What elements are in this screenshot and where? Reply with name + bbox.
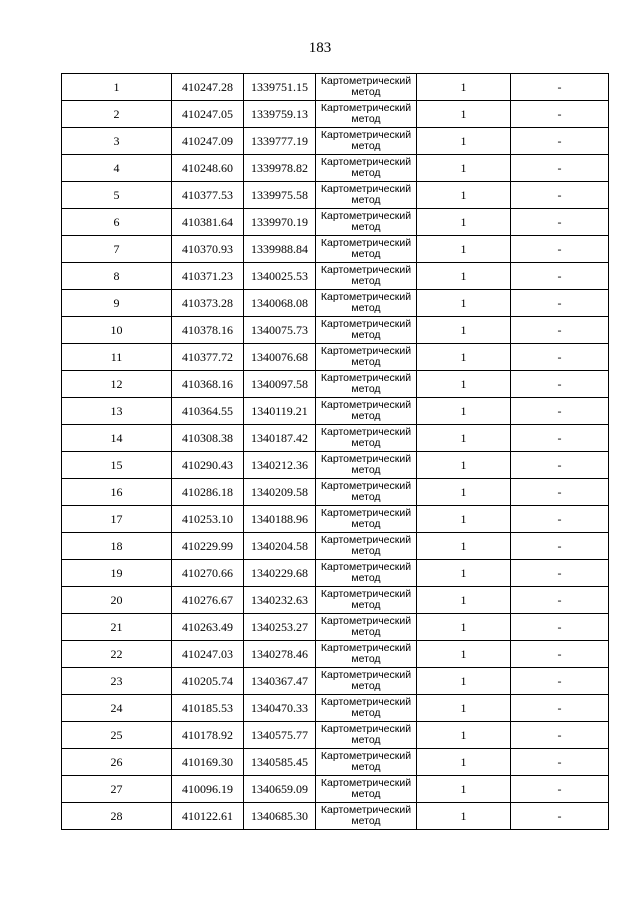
precision-cell: 1 [417,344,511,371]
precision-cell: 1 [417,722,511,749]
x-coordinate-cell: 410169.30 [172,749,244,776]
table-row [62,776,609,803]
precision-cell: 1 [417,641,511,668]
method-cell [316,182,417,209]
point-number-cell: 18 [62,533,172,560]
method-label-line2: метод [351,653,381,665]
note-cell: - [511,641,609,668]
precision-cell: 1 [417,371,511,398]
method-cell [316,155,417,182]
table-row [62,479,609,506]
method-label-line1: Картометрический [320,345,412,357]
method-cell [316,614,417,641]
method-label-line2: метод [351,221,381,233]
method-cell [316,263,417,290]
note-cell: - [511,776,609,803]
method-label-line2: метод [351,518,381,530]
note-cell: - [511,803,609,830]
y-coordinate-cell: 1340232.63 [244,587,316,614]
table-row [62,641,609,668]
note-cell: - [511,695,609,722]
point-number-cell: 5 [62,182,172,209]
point-number-cell: 21 [62,614,172,641]
note-cell: - [511,614,609,641]
point-number-cell: 6 [62,209,172,236]
note-cell: - [511,587,609,614]
method-label-line2: метод [351,167,381,179]
point-number-cell: 22 [62,641,172,668]
x-coordinate-cell: 410185.53 [172,695,244,722]
method-label-line2: метод [351,86,381,98]
table-row [62,290,609,317]
note-cell: - [511,155,609,182]
point-number-cell: 15 [62,452,172,479]
table-row [62,344,609,371]
table-row [62,452,609,479]
point-number-cell: 28 [62,803,172,830]
method-cell [316,803,417,830]
note-cell: - [511,236,609,263]
precision-cell: 1 [417,749,511,776]
method-label-line1: Картометрический [320,615,412,627]
method-cell [316,398,417,425]
point-number-cell: 12 [62,371,172,398]
x-coordinate-cell: 410290.43 [172,452,244,479]
method-cell [316,101,417,128]
method-label-line1: Картометрический [320,480,412,492]
method-label-line1: Картометрический [320,237,412,249]
precision-cell: 1 [417,587,511,614]
y-coordinate-cell: 1339988.84 [244,236,316,263]
table-row [62,533,609,560]
method-label-line2: метод [351,437,381,449]
y-coordinate-cell: 1340575.77 [244,722,316,749]
method-label-line2: метод [351,545,381,557]
precision-cell: 1 [417,155,511,182]
x-coordinate-cell: 410381.64 [172,209,244,236]
table-row [62,425,609,452]
x-coordinate-cell: 410370.93 [172,236,244,263]
x-coordinate-cell: 410229.99 [172,533,244,560]
precision-cell: 1 [417,668,511,695]
method-cell [316,506,417,533]
y-coordinate-cell: 1340119.21 [244,398,316,425]
point-number-cell: 8 [62,263,172,290]
point-number-cell: 3 [62,128,172,155]
method-cell [316,128,417,155]
point-number-cell: 26 [62,749,172,776]
method-cell [316,749,417,776]
precision-cell: 1 [417,452,511,479]
note-cell: - [511,209,609,236]
table-row [62,209,609,236]
x-coordinate-cell: 410378.16 [172,317,244,344]
method-label-line1: Картометрический [320,750,412,762]
x-coordinate-cell: 410368.16 [172,371,244,398]
method-label-line2: метод [351,680,381,692]
y-coordinate-cell: 1339970.19 [244,209,316,236]
method-label-line1: Картометрический [320,453,412,465]
table-row [62,236,609,263]
method-label-line1: Картометрический [320,399,412,411]
point-number-cell: 25 [62,722,172,749]
point-number-cell: 23 [62,668,172,695]
point-number-cell: 24 [62,695,172,722]
x-coordinate-cell: 410373.28 [172,290,244,317]
table-row [62,371,609,398]
x-coordinate-cell: 410248.60 [172,155,244,182]
method-label-line2: метод [351,113,381,125]
method-label-line2: метод [351,734,381,746]
precision-cell: 1 [417,128,511,155]
method-label-line1: Картометрический [320,588,412,600]
method-label-line1: Картометрический [320,291,412,303]
note-cell: - [511,128,609,155]
coordinates-table [61,73,609,830]
method-label-line1: Картометрический [320,723,412,735]
method-label-line2: метод [351,140,381,152]
x-coordinate-cell: 410371.23 [172,263,244,290]
y-coordinate-cell: 1340685.30 [244,803,316,830]
method-label-line1: Картометрический [320,804,412,816]
precision-cell: 1 [417,290,511,317]
table-row [62,155,609,182]
method-cell [316,776,417,803]
table-row [62,668,609,695]
method-label-line1: Картометрический [320,534,412,546]
y-coordinate-cell: 1340229.68 [244,560,316,587]
y-coordinate-cell: 1340659.09 [244,776,316,803]
point-number-cell: 4 [62,155,172,182]
table-row [62,614,609,641]
y-coordinate-cell: 1340025.53 [244,263,316,290]
method-cell [316,290,417,317]
method-cell [316,74,417,101]
point-number-cell: 20 [62,587,172,614]
y-coordinate-cell: 1340278.46 [244,641,316,668]
point-number-cell: 7 [62,236,172,263]
note-cell: - [511,344,609,371]
note-cell: - [511,263,609,290]
method-label-line2: метод [351,626,381,638]
note-cell: - [511,668,609,695]
method-cell [316,560,417,587]
precision-cell: 1 [417,560,511,587]
note-cell: - [511,317,609,344]
x-coordinate-cell: 410253.10 [172,506,244,533]
page-number: 183 [308,40,332,56]
method-cell [316,533,417,560]
y-coordinate-cell: 1339975.58 [244,182,316,209]
y-coordinate-cell: 1340470.33 [244,695,316,722]
point-number-cell: 27 [62,776,172,803]
x-coordinate-cell: 410377.53 [172,182,244,209]
y-coordinate-cell: 1340209.58 [244,479,316,506]
table-row [62,749,609,776]
note-cell: - [511,101,609,128]
y-coordinate-cell: 1339777.19 [244,128,316,155]
x-coordinate-cell: 410364.55 [172,398,244,425]
y-coordinate-cell: 1340068.08 [244,290,316,317]
precision-cell: 1 [417,209,511,236]
method-cell [316,452,417,479]
table-row [62,128,609,155]
precision-cell: 1 [417,425,511,452]
note-cell: - [511,560,609,587]
y-coordinate-cell: 1340253.27 [244,614,316,641]
precision-cell: 1 [417,182,511,209]
method-label-line1: Картометрический [320,318,412,330]
method-label-line2: метод [351,815,381,827]
table-row [62,263,609,290]
x-coordinate-cell: 410286.18 [172,479,244,506]
x-coordinate-cell: 410096.19 [172,776,244,803]
point-number-cell: 10 [62,317,172,344]
method-label-line2: метод [351,464,381,476]
y-coordinate-cell: 1339759.13 [244,101,316,128]
method-label-line2: метод [351,491,381,503]
table-row [62,317,609,344]
method-label-line1: Картометрический [320,75,412,87]
point-number-cell: 17 [62,506,172,533]
point-number-cell: 11 [62,344,172,371]
note-cell: - [511,371,609,398]
table-row [62,101,609,128]
method-cell [316,695,417,722]
precision-cell: 1 [417,533,511,560]
method-label-line2: метод [351,329,381,341]
x-coordinate-cell: 410270.66 [172,560,244,587]
table-row [62,182,609,209]
note-cell: - [511,479,609,506]
precision-cell: 1 [417,695,511,722]
table-row [62,695,609,722]
note-cell: - [511,452,609,479]
method-label-line2: метод [351,707,381,719]
y-coordinate-cell: 1340076.68 [244,344,316,371]
table-row [62,398,609,425]
method-label-line1: Картометрический [320,561,412,573]
method-label-line2: метод [351,248,381,260]
y-coordinate-cell: 1339751.15 [244,74,316,101]
method-label-line2: метод [351,194,381,206]
method-label-line2: метод [351,788,381,800]
precision-cell: 1 [417,398,511,425]
point-number-cell: 16 [62,479,172,506]
method-label-line1: Картометрический [320,669,412,681]
method-label-line2: метод [351,599,381,611]
method-cell [316,236,417,263]
y-coordinate-cell: 1340367.47 [244,668,316,695]
method-label-line1: Картометрический [320,507,412,519]
precision-cell: 1 [417,776,511,803]
precision-cell: 1 [417,101,511,128]
x-coordinate-cell: 410247.05 [172,101,244,128]
note-cell: - [511,182,609,209]
method-label-line2: метод [351,572,381,584]
precision-cell: 1 [417,74,511,101]
method-cell [316,209,417,236]
point-number-cell: 1 [62,74,172,101]
coordinates-table-body [62,74,609,830]
x-coordinate-cell: 410247.09 [172,128,244,155]
note-cell: - [511,749,609,776]
method-label-line1: Картометрический [320,210,412,222]
point-number-cell: 14 [62,425,172,452]
precision-cell: 1 [417,263,511,290]
method-label-line1: Картометрический [320,426,412,438]
method-label-line1: Картометрический [320,696,412,708]
x-coordinate-cell: 410276.67 [172,587,244,614]
table-row [62,74,609,101]
method-label-line1: Картометрический [320,156,412,168]
method-label-line2: метод [351,410,381,422]
point-number-cell: 13 [62,398,172,425]
method-label-line1: Картометрический [320,102,412,114]
point-number-cell: 19 [62,560,172,587]
precision-cell: 1 [417,803,511,830]
x-coordinate-cell: 410205.74 [172,668,244,695]
note-cell: - [511,290,609,317]
precision-cell: 1 [417,614,511,641]
method-cell [316,371,417,398]
y-coordinate-cell: 1339978.82 [244,155,316,182]
method-cell [316,722,417,749]
note-cell: - [511,506,609,533]
note-cell: - [511,722,609,749]
method-label-line1: Картометрический [320,372,412,384]
precision-cell: 1 [417,506,511,533]
table-row [62,587,609,614]
x-coordinate-cell: 410247.28 [172,74,244,101]
method-label-line1: Картометрический [320,264,412,276]
note-cell: - [511,425,609,452]
method-cell [316,641,417,668]
table-row [62,722,609,749]
x-coordinate-cell: 410122.61 [172,803,244,830]
point-number-cell: 2 [62,101,172,128]
method-cell [316,587,417,614]
method-label-line2: метод [351,383,381,395]
table-row [62,506,609,533]
y-coordinate-cell: 1340585.45 [244,749,316,776]
method-label-line1: Картометрический [320,642,412,654]
table-row [62,803,609,830]
x-coordinate-cell: 410308.38 [172,425,244,452]
precision-cell: 1 [417,317,511,344]
table-row [62,560,609,587]
method-label-line1: Картометрический [320,183,412,195]
y-coordinate-cell: 1340187.42 [244,425,316,452]
method-cell [316,479,417,506]
method-cell [316,317,417,344]
y-coordinate-cell: 1340097.58 [244,371,316,398]
precision-cell: 1 [417,236,511,263]
note-cell: - [511,74,609,101]
y-coordinate-cell: 1340204.58 [244,533,316,560]
precision-cell: 1 [417,479,511,506]
method-label-line2: метод [351,302,381,314]
method-label-line2: метод [351,356,381,368]
x-coordinate-cell: 410178.92 [172,722,244,749]
x-coordinate-cell: 410263.49 [172,614,244,641]
y-coordinate-cell: 1340188.96 [244,506,316,533]
method-label-line2: метод [351,761,381,773]
method-label-line1: Картометрический [320,129,412,141]
x-coordinate-cell: 410247.03 [172,641,244,668]
note-cell: - [511,533,609,560]
method-cell [316,668,417,695]
y-coordinate-cell: 1340075.73 [244,317,316,344]
method-label-line2: метод [351,275,381,287]
note-cell: - [511,398,609,425]
method-cell [316,425,417,452]
method-cell [316,344,417,371]
x-coordinate-cell: 410377.72 [172,344,244,371]
point-number-cell: 9 [62,290,172,317]
y-coordinate-cell: 1340212.36 [244,452,316,479]
method-label-line1: Картометрический [320,777,412,789]
